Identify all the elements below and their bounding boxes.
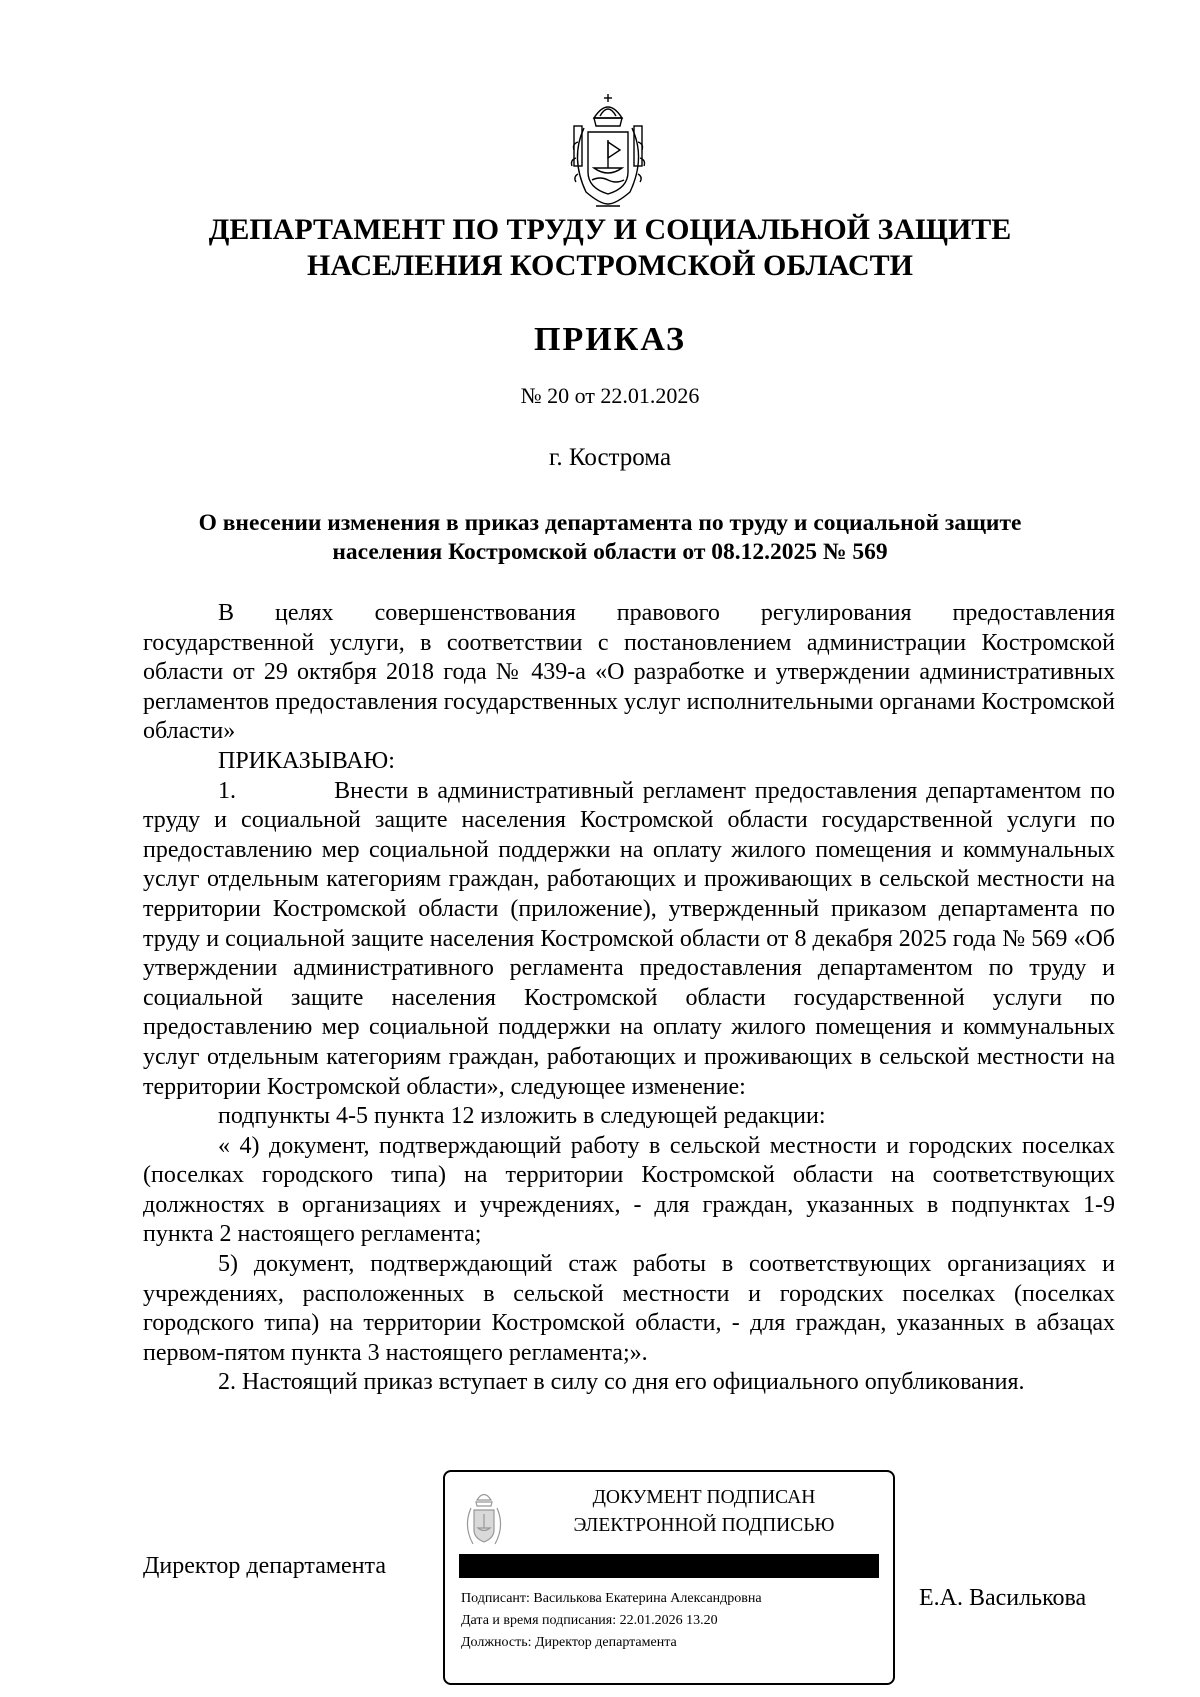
subitem-4-paragraph: « 4) документ, подтверждающий работу в сельской местности и городских поселках (поселках городского типа) на территории Костромской области на соответствующих должностях в организациях и учреждениях, - для граждан, указанных в подпунктах 1-9 пункта 2 настоящего регламента; <box>143 1132 1115 1248</box>
signatory-title: Директор департамента <box>143 1553 386 1579</box>
electronic-signature-stamp <box>443 1470 895 1685</box>
city: г. Кострома <box>548 444 672 471</box>
department-name <box>140 212 1080 284</box>
redacted-certificate-bar <box>459 1554 879 1578</box>
item-2-paragraph: 2. Настоящий приказ вступает в силу со дня его официального опубликования. <box>218 1369 1025 1396</box>
order-verb: ПРИКАЗЫВАЮ: <box>218 747 395 774</box>
department-name-line2: НАСЕЛЕНИЯ КОСТРОМСКОЙ ОБЛАСТИ <box>307 249 913 282</box>
document-type: ПРИКАЗ <box>534 321 686 358</box>
kostroma-coat-of-arms-icon <box>560 88 656 212</box>
stamp-heading <box>525 1484 883 1540</box>
preamble-paragraph: В целях совершенствования правового регулирования предоставления государственной услуги, в соответствии с постановлением администрации Костромской области от 29 октября 2018 года № 439-а «О разработке и утверждении административных регламентов предоставления государственных услуг исполнительными органами Костромской области» <box>143 600 1115 745</box>
stamp-heading-line1: ДОКУМЕНТ ПОДПИСАН <box>592 1487 816 1508</box>
signatory-name: Е.А. Василькова <box>919 1585 1087 1611</box>
order-subject-line2: населения Костромской области от 08.12.2025 № 569 <box>332 539 888 565</box>
item-1-paragraph: 1. Внести в административный регламент предоставления департаментом по труду и социальной защите населения Костромской области государственной услуги по предоставлению мер социальной поддержки на оплату жилого помещения и коммунальных услуг отдельным категориям граждан, работающих и проживающих в сельской местности на территории Костромской области (приложение), утвержденный приказом департамента по труду и социальной защите населения Костромской области от 8 декабря 2025 года № 569 «Об утверждении административного регламента предоставления департаментом по труду и социальной защите населения Костромской области государственной услуги по предоставлению мер социальной поддержки на оплату жилого помещения и коммунальных услуг отдельным категориям граждан, работающих и проживающих в сельской местности на территории Костромской области», следующее изменение: <box>143 777 1115 1100</box>
stamp-signer: Подписант: Василькова Екатерина Александровна <box>461 1591 762 1606</box>
department-name-line1: ДЕПАРТАМЕНТ ПО ТРУДУ И СОЦИАЛЬНОЙ ЗАЩИТЕ <box>208 213 1012 246</box>
order-subject <box>150 509 1070 567</box>
subitem-intro-paragraph: подпункты 4-5 пункта 12 изложить в следующей редакции: <box>218 1103 826 1130</box>
stamp-signed-at: Дата и время подписания: 22.01.2026 13.20 <box>461 1613 718 1628</box>
order-number: № 20 от 22.01.2026 <box>520 383 700 408</box>
stamp-position: Должность: Директор департамента <box>461 1635 677 1650</box>
stamp-details <box>461 1588 883 1654</box>
stamp-heading-line2: ЭЛЕКТРОННОЙ ПОДПИСЬЮ <box>573 1515 835 1536</box>
order-subject-line1: О внесении изменения в приказ департамента по труду и социальной защите <box>198 510 1022 536</box>
subitem-5-paragraph: 5) документ, подтверждающий стаж работы в соответствующих организациях и учреждениях, расположенных в сельской местности и городских поселках (поселках городского типа) на территории Костромской области, - для граждан, указанных в абзацах первом-пятом пункта 3 настоящего регламента;». <box>143 1251 1115 1366</box>
order-body <box>143 599 1115 1398</box>
stamp-coat-of-arms-icon <box>459 1486 509 1550</box>
